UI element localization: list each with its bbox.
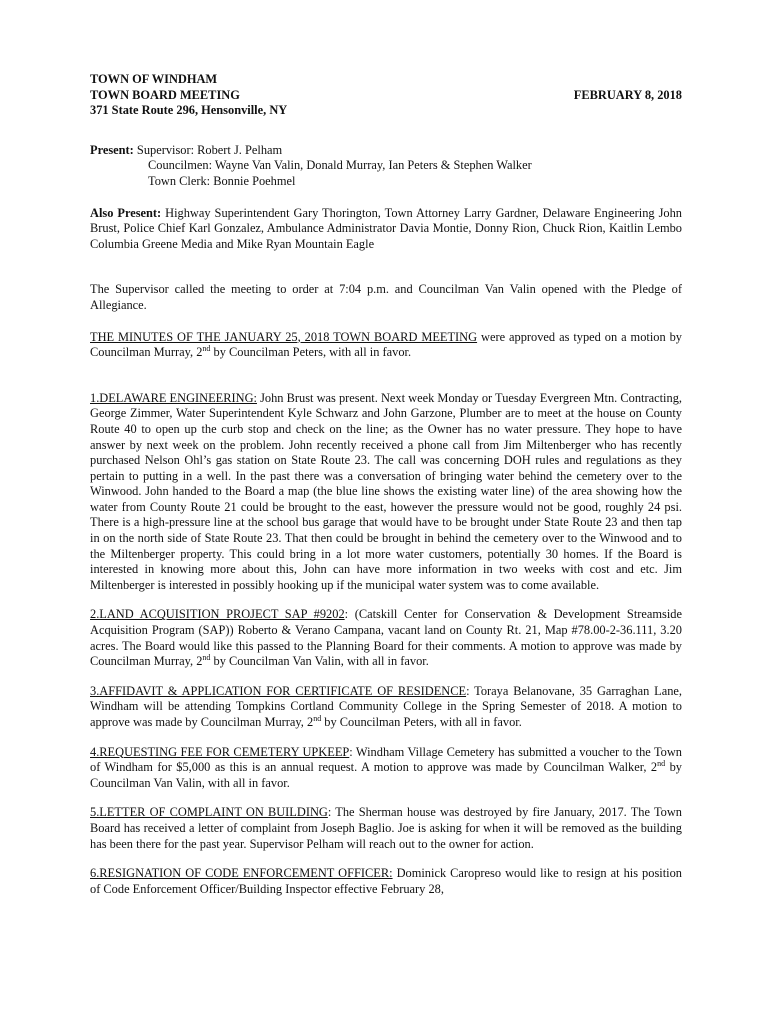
section-3-affidavit: 3.AFFIDAVIT & APPLICATION FOR CERTIFICATE OF RESIDENCE: Toraya Belanovane, 35 Garraghan Lane, Windham will be attending Tompkins Cortland Community College in the Spring Semester of 2018. A motion to approve was made by Councilman Murray, 2nd by Councilman Peters, with all in favor. (90, 683, 682, 729)
meeting-address: 371 State Route 296, Hensonville, NY (90, 103, 288, 118)
section-6-title: 6.RESIGNATION OF CODE ENFORCEMENT OFFICER: (90, 866, 393, 881)
minutes-paragraph: THE MINUTES OF THE JANUARY 25, 2018 TOWN BOARD MEETING were approved as typed on a motion by Councilman Murray, 2nd by Councilman Peters, with all in favor. (90, 329, 682, 360)
town-clerk-line: Town Clerk: Bonnie Poehmel (148, 173, 296, 188)
section-2-title: 2.LAND ACQUISITION PROJECT SAP #9202 (90, 607, 345, 622)
section-6-resignation: 6.RESIGNATION OF CODE ENFORCEMENT OFFICER: Dominick Caropreso would like to resign at his position of Code Enforcement Officer/Building Inspector effective February 28, (90, 866, 682, 896)
town-name: TOWN OF WINDHAM (90, 72, 218, 86)
meeting-title: TOWN BOARD MEETING (90, 87, 240, 102)
present-block (90, 143, 682, 190)
minutes-title: THE MINUTES OF THE JANUARY 25, 2018 TOWN BOARD MEETING (90, 329, 478, 344)
section-1-title: 1.DELAWARE ENGINEERING: (90, 390, 257, 405)
present-label: Present: (90, 142, 134, 157)
section-1-delaware-engineering: 1.DELAWARE ENGINEERING: John Brust was present. Next week Monday or Tuesday Evergreen Mtn. Contracting, George Zimmer, Water Superintendent Kyle Schwarz and John Garzone, Plumber are to meet at the house on County Route 40 to open up the curb stop and check on the line; as the Owner has no water pressure. They hope to have answer by next week on the problem. John recently received a phone call from Jim Miltenberger who has recently purchased Nelson Ohl’s gas station on State Route 23. The call was concerning DOH rules and regulations as they pertain to putting in a well. In the past there was a conversation of bringing water behind the cemetery over to the Winwood. John handed to the Board a map (the blue line shows the existing water line) of the area showing how the water from County Route 21 could be brought to the east, however the pressure would not be good, roughly 24 psi. There is a high-pressure line at the school bus garage that would have to be brought under State Route 23 and then tap in on the north side of State Route 23. That then could be brought in behind the cemetery over to the Winwood and to the Miltenberger property. This could bring in a lot more water customers, potentially 30 homes. If the Board is interested in knowing more about this, John can have more information in two weeks with cost and etc. Jim Miltenberger is interested in possibly hooking up if the municipal water system was to come available. (90, 390, 682, 592)
also-present-paragraph (90, 206, 682, 253)
meeting-date: FEBRUARY 8, 2018 (573, 87, 682, 102)
section-4-cemetery-fee: 4.REQUESTING FEE FOR CEMETERY UPKEEP: Windham Village Cemetery has submitted a voucher to the Town of Windham for $5,000 as this is an annual request. A motion to approve was made by Councilman Walker, 2nd by Councilman Van Valin, with all in favor. (90, 744, 682, 790)
section-5-title: 5.LETTER OF COMPLAINT ON BUILDING (90, 805, 328, 820)
supervisor-line: Supervisor: Robert J. Pelham (136, 142, 283, 157)
section-2-land-acquisition: 2.LAND ACQUISITION PROJECT SAP #9202: (Catskill Center for Conservation & Development Streamside Acquisition Program (SAP)) Roberto & Verano Campana, vacant land on County Rt. 21, Map #78.00-2-36.111, 3.20 acres. The Board would like this passed to the Planning Board for their comments. A motion to approve was made by Councilman Murray, 2nd by Councilman Van Valin, with all in favor. (90, 607, 682, 669)
section-5-letter-of-complaint: 5.LETTER OF COMPLAINT ON BUILDING: The Sherman house was destroyed by fire January, 2017. The Town Board has received a letter of complaint from Joseph Baglio. Joe is asking for when it will be removed as the building has been there for the past year. Supervisor Pelham will reach out to the owner for action. (90, 805, 682, 851)
section-3-title: 3.AFFIDAVIT & APPLICATION FOR CERTIFICATE OF RESIDENCE (90, 683, 467, 698)
section-4-title: 4.REQUESTING FEE FOR CEMETERY UPKEEP (90, 744, 350, 759)
document-header (90, 72, 682, 119)
also-present-label: Also Present: (90, 205, 162, 220)
councilmen-line: Councilmen: Wayne Van Valin, Donald Murray, Ian Peters & Stephen Walker (148, 158, 532, 173)
call-to-order-paragraph: The Supervisor called the meeting to order at 7:04 p.m. and Councilman Van Valin opened with the Pledge of Allegiance. (90, 282, 682, 312)
also-present-text: Highway Superintendent Gary Thorington, Town Attorney Larry Gardner, Delaware Engineering John Brust, Police Chief Karl Gonzalez, Ambulance Administrator Davia Montie, Donny Rion, Chuck Rion, Kaitlin Lembo Columbia Greene Media and Mike Ryan Mountain Eagle (90, 205, 682, 251)
